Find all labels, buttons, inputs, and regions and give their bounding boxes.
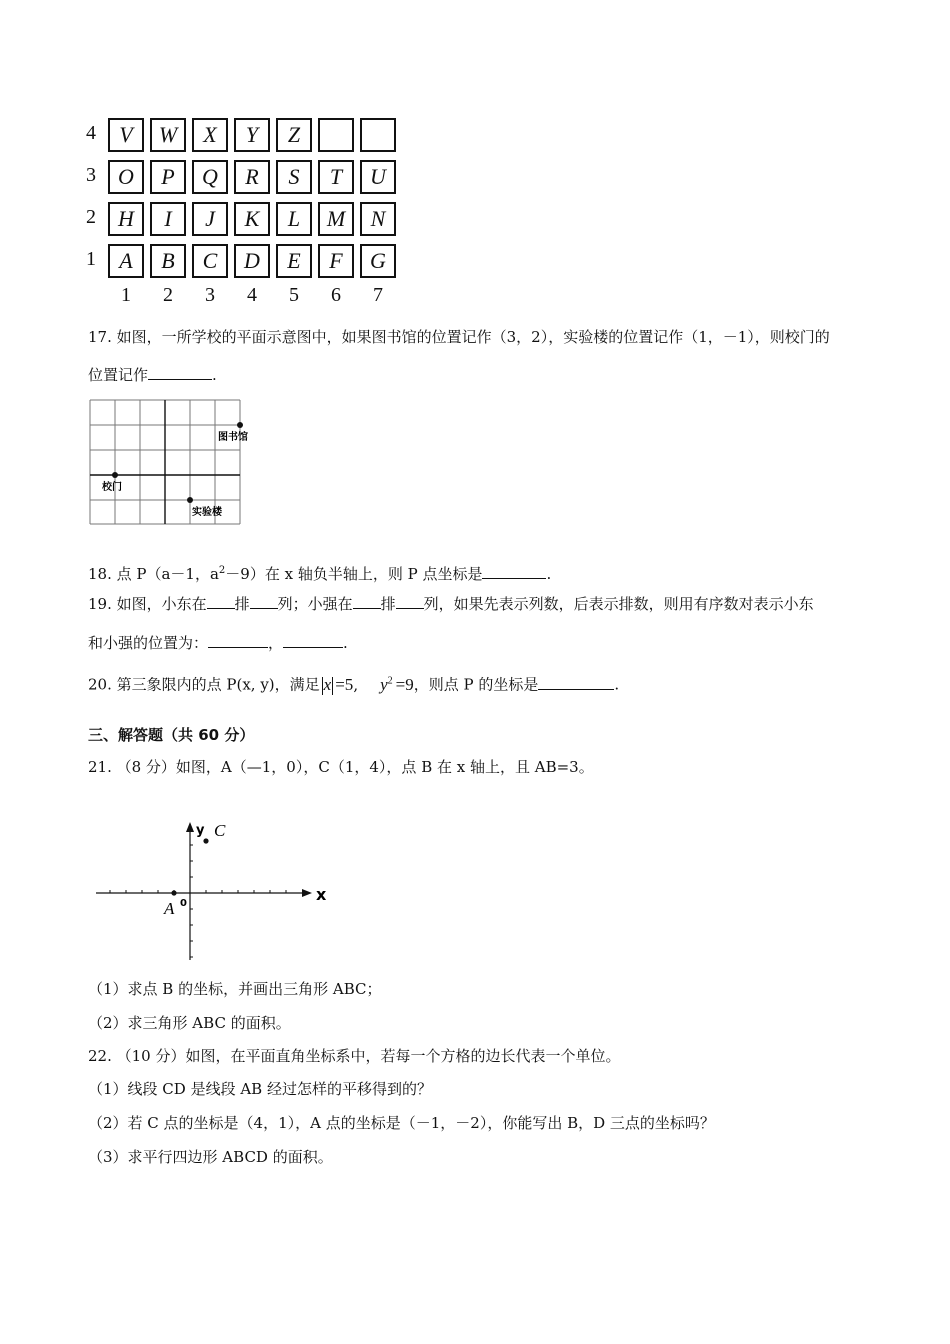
grid-cell: W — [150, 118, 186, 152]
grid-col-label: 1 — [121, 284, 131, 306]
x-axis-label: x — [316, 885, 327, 904]
grid-col-label: 4 — [247, 284, 257, 306]
q18-answer-blank[interactable] — [482, 564, 546, 579]
q20-end: . — [614, 675, 620, 694]
q19-blank-2[interactable] — [250, 594, 278, 609]
grid-cell: Z — [276, 118, 312, 152]
y-axis-label: y — [196, 823, 205, 838]
grid-cell: T — [318, 160, 354, 194]
grid-cell: U — [360, 160, 396, 194]
q19-answer-blank-2[interactable] — [283, 633, 343, 648]
grid-cell: H — [108, 202, 144, 236]
q20-eq2: =9 — [395, 674, 414, 694]
q18-middle: －9）在 x 轴负半轴上，则 P 点坐标是 — [225, 565, 483, 583]
origin-label: 0 — [180, 898, 187, 909]
grid-cell: I — [150, 202, 186, 236]
q19-line2-end: . — [343, 634, 348, 652]
q17-line2-text: 位置记作 — [88, 366, 149, 384]
q20-eq1: =5 — [335, 674, 354, 694]
grid-row-label: 2 — [86, 206, 96, 228]
grid-col-label: 5 — [289, 284, 299, 306]
q19-part0: 19. 如图，小东在 — [88, 595, 207, 613]
q20-sep: , — [353, 675, 359, 694]
q22-sub1: （1）线段 CD 是线段 AB 经过怎样的平移得到的？ — [88, 1080, 432, 1098]
point-c-label: C — [214, 821, 226, 840]
q17-line2-end: . — [212, 366, 217, 384]
grid-cell: J — [192, 202, 228, 236]
q18-line — [88, 560, 551, 585]
point-a-label: A — [164, 899, 175, 918]
letter-grid-figure — [86, 116, 406, 306]
x-axis-arrow-icon — [302, 889, 312, 897]
q19-line2-sep: ， — [268, 634, 284, 652]
library-label: 图书馆 — [218, 432, 248, 443]
q20-y-var: y — [380, 674, 388, 694]
point-c — [203, 838, 208, 843]
abs-bar-left — [322, 677, 323, 695]
school-map-grid — [88, 398, 258, 526]
q22-sub3: （3）求平行四边形 ABCD 的面积。 — [88, 1148, 333, 1166]
q20-y-expr — [380, 675, 414, 694]
q22-sub2: （2）若 C 点的坐标是（4，1），A 点的坐标是（－1，－2），你能写出 B，D 三点的坐标吗？ — [88, 1114, 715, 1132]
gate-label: 校门 — [102, 482, 122, 493]
lab-point — [187, 497, 193, 503]
grid-cell: K — [234, 202, 270, 236]
grid-cell: N — [360, 202, 396, 236]
lab-label: 实验楼 — [192, 507, 222, 518]
grid-cell: G — [360, 244, 396, 278]
grid-cell: M — [318, 202, 354, 236]
grid-cell: S — [276, 160, 312, 194]
grid-cell: V — [108, 118, 144, 152]
grid-cell — [360, 118, 396, 152]
q17-answer-blank[interactable] — [148, 365, 212, 380]
grid-cell: L — [276, 202, 312, 236]
q20-answer-blank[interactable] — [538, 675, 614, 690]
grid-cell: X — [192, 118, 228, 152]
q21-sub1: （1）求点 B 的坐标，并画出三角形 ABC； — [88, 980, 382, 998]
q17-line1: 17. 如图，一所学校的平面示意图中，如果图书馆的位置记作（3，2），实验楼的位置记作（1，－1），则校门的 — [88, 328, 830, 346]
section-3-title: 三、解答题（共 60 分） — [88, 726, 255, 744]
abs-bar-right — [332, 677, 333, 695]
q18-end: . — [546, 565, 552, 583]
grid-cell: B — [150, 244, 186, 278]
grid-cell: E — [276, 244, 312, 278]
q20-abs-expr — [320, 675, 354, 694]
grid-cell: Y — [234, 118, 270, 152]
q19-blank-1[interactable] — [207, 594, 235, 609]
q19-line2 — [88, 632, 348, 654]
q19-part2: 列；小强在 — [277, 595, 353, 613]
q20-suffix: ，则点 P 的坐标是 — [413, 675, 539, 694]
q20-x-var: x — [323, 674, 332, 694]
grid-cell: F — [318, 244, 354, 278]
y-axis-arrow-icon — [186, 822, 194, 832]
grid-cell: P — [150, 160, 186, 194]
grid-row-label: 1 — [86, 248, 96, 270]
q18-prefix: 18. 点 P（a－1，a — [88, 565, 219, 583]
library-point — [237, 422, 243, 428]
grid-col-label: 7 — [373, 284, 383, 306]
q20-y-exp: 2 — [387, 675, 393, 686]
grid-cell — [318, 118, 354, 152]
q19-answer-blank-1[interactable] — [208, 633, 268, 648]
q19-blank-4[interactable] — [396, 594, 424, 609]
grid-cell: R — [234, 160, 270, 194]
q19-part3: 排 — [380, 595, 396, 613]
q21-coordinate-plane — [90, 820, 340, 966]
q19-line1 — [88, 593, 814, 615]
grid-cell: C — [192, 244, 228, 278]
grid-cell: O — [108, 160, 144, 194]
q21-sub2: （2）求三角形 ABC 的面积。 — [88, 1014, 291, 1032]
q21-stem: 21. （8 分）如图，A（—1，0），C（1，4），点 B 在 x 轴上，且 AB=3。 — [88, 758, 594, 776]
grid-cell: Q — [192, 160, 228, 194]
grid-row-label: 4 — [86, 122, 96, 144]
q20-prefix: 20. 第三象限内的点 P(x, y)，满足 — [88, 675, 320, 694]
q19-line2-start: 和小强的位置为： — [88, 634, 209, 652]
q19-part4: 列，如果先表示列数，后表示排数，则用有序数对表示小东 — [423, 595, 814, 613]
gate-point — [112, 472, 118, 478]
q22-stem: 22. （10 分）如图，在平面直角坐标系中，若每一个方格的边长代表一个单位。 — [88, 1047, 621, 1065]
point-a — [171, 890, 176, 895]
grid-cell: A — [108, 244, 144, 278]
q20-line — [88, 668, 619, 698]
q18-sup: 2 — [218, 565, 226, 576]
q17-line2 — [88, 364, 217, 386]
grid-col-label: 2 — [163, 284, 173, 306]
grid-col-label: 6 — [331, 284, 341, 306]
q19-blank-3[interactable] — [353, 594, 381, 609]
grid-row-label: 3 — [86, 164, 96, 186]
grid-cell: D — [234, 244, 270, 278]
q19-part1: 排 — [234, 595, 250, 613]
grid-col-label: 3 — [205, 284, 215, 306]
